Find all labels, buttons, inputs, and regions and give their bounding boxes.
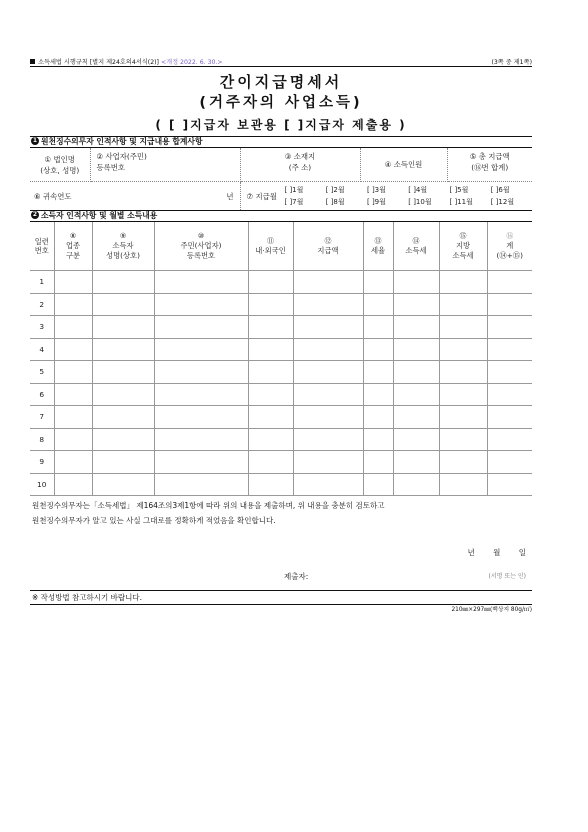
- withholder-info-table: [30, 148, 532, 210]
- row-serial-number: 2: [30, 293, 54, 316]
- col-serial: 일련 번호: [30, 222, 54, 271]
- table-cell-input[interactable]: [54, 406, 92, 429]
- col-nationality: ⑪ 내·외국인: [248, 222, 293, 271]
- col-earner-name: ⑨ 소득자 성명(상호): [92, 222, 154, 271]
- copy-type-selector[interactable]: ( [ ]지급자 보관용 [ ]지급자 제출용 ): [155, 118, 407, 132]
- table-cell-input[interactable]: [54, 428, 92, 451]
- col-amount: ⑫ 지급액: [293, 222, 363, 271]
- table-cell-input[interactable]: [487, 316, 532, 339]
- table-cell-input[interactable]: [439, 361, 487, 384]
- table-cell-input[interactable]: [439, 473, 487, 496]
- col-income-tax: ⑭ 소득세: [393, 222, 439, 271]
- table-cell-input[interactable]: [248, 316, 293, 339]
- table-cell-input[interactable]: [393, 428, 439, 451]
- table-row: [30, 383, 532, 406]
- table-cell-input[interactable]: [92, 316, 154, 339]
- table-cell-input[interactable]: [154, 338, 248, 361]
- table-cell-input[interactable]: [293, 338, 363, 361]
- table-cell-input[interactable]: [293, 293, 363, 316]
- table-cell-input[interactable]: [293, 383, 363, 406]
- header-rule: [30, 66, 532, 67]
- table-cell-input[interactable]: [248, 383, 293, 406]
- form-title: 간이지급명세서: [219, 73, 343, 91]
- table-cell-input[interactable]: [293, 428, 363, 451]
- table-cell-input[interactable]: [154, 473, 248, 496]
- row-serial-number: 5: [30, 361, 54, 384]
- date-line[interactable]: 년 월 일: [467, 548, 526, 557]
- table-cell-input[interactable]: [487, 451, 532, 474]
- table-cell-input[interactable]: [439, 451, 487, 474]
- table-cell-input[interactable]: [92, 406, 154, 429]
- month-checkboxes: [285, 185, 533, 207]
- month-checkbox[interactable]: [ ]9월: [367, 198, 386, 206]
- paper-spec: 210㎜×297㎜(백상지 80g/㎡): [451, 607, 532, 613]
- form-reference: 소득세법 시행규칙 [별지 제24호의4서식(2)]: [38, 58, 159, 66]
- table-cell-input[interactable]: [487, 338, 532, 361]
- section1-title: 1 원천징수의무자 인적사항 및 지급내용 합계사항: [32, 137, 203, 146]
- col-business-type: ⑧ 업종 구분: [54, 222, 92, 271]
- section-number-icon: 1: [32, 137, 38, 144]
- square-bullet-icon: [30, 59, 35, 64]
- month-checkbox[interactable]: [ ]12월: [490, 198, 515, 206]
- month-checkbox[interactable]: [ ]4월: [408, 186, 428, 194]
- table-cell-input[interactable]: [363, 473, 393, 496]
- table-cell-input[interactable]: [487, 361, 532, 384]
- col-earner-reg-no: ⑩ 주민(사업자) 등록번호: [154, 222, 248, 271]
- table-row: [30, 473, 532, 496]
- table-cell-input[interactable]: [92, 473, 154, 496]
- table-cell-input[interactable]: [92, 451, 154, 474]
- table-cell-input[interactable]: [363, 428, 393, 451]
- table-cell-input[interactable]: [92, 361, 154, 384]
- month-checkbox[interactable]: [ ]3월: [367, 186, 386, 194]
- table-cell-input[interactable]: [393, 383, 439, 406]
- persons-cell[interactable]: ④ 소득인원: [360, 148, 447, 182]
- table-cell-input[interactable]: [293, 473, 363, 496]
- table-row: [30, 293, 532, 316]
- table-row: [30, 428, 532, 451]
- table-row: [30, 316, 532, 339]
- table-cell-input[interactable]: [92, 383, 154, 406]
- table-row: [30, 406, 532, 429]
- address-cell[interactable]: ③ 소재지 (주 소): [240, 148, 360, 182]
- table-row: [30, 451, 532, 474]
- table-cell-input[interactable]: [248, 271, 293, 294]
- page-indicator: (3쪽 중 제1쪽): [491, 58, 532, 66]
- table-cell-input[interactable]: [293, 406, 363, 429]
- table-cell-input[interactable]: [439, 406, 487, 429]
- table-cell-input[interactable]: [92, 293, 154, 316]
- row-serial-number: 8: [30, 428, 54, 451]
- col-total: ⑯ 계 (⑭+⑮): [487, 222, 532, 271]
- table-cell-input[interactable]: [293, 271, 363, 294]
- month-checkbox[interactable]: [ ]1월: [284, 186, 304, 194]
- table-cell-input[interactable]: [54, 271, 92, 294]
- total-amount-cell[interactable]: ⑤ 총 지급액 (⑯번 합계): [447, 148, 532, 182]
- month-checkbox[interactable]: [ ]6월: [490, 186, 510, 194]
- table-cell-input[interactable]: [363, 316, 393, 339]
- table-cell-input[interactable]: [363, 338, 393, 361]
- row-serial-number: 6: [30, 383, 54, 406]
- table-cell-input[interactable]: [248, 361, 293, 384]
- table-cell-input[interactable]: [363, 361, 393, 384]
- submitter-label: 제출자:: [284, 572, 309, 581]
- table-cell-input[interactable]: [54, 338, 92, 361]
- row-serial-number: 10: [30, 473, 54, 496]
- footnote: ※ 작성방법 참고하시기 바랍니다.: [32, 593, 143, 602]
- table-cell-input[interactable]: [154, 361, 248, 384]
- revision-date: <개정 2022. 6. 30.>: [160, 58, 223, 66]
- table-cell-input[interactable]: [293, 361, 363, 384]
- table-row: [30, 271, 532, 294]
- table-cell-input[interactable]: [54, 316, 92, 339]
- table-cell-input[interactable]: [154, 428, 248, 451]
- table-cell-input[interactable]: [363, 406, 393, 429]
- table-cell-input[interactable]: [248, 473, 293, 496]
- section-number-icon: 2: [32, 211, 38, 218]
- row-serial-number: 1: [30, 271, 54, 294]
- table-cell-input[interactable]: [92, 338, 154, 361]
- signature-field[interactable]: (서명 또는 인): [488, 573, 526, 580]
- column-headers: [30, 222, 532, 271]
- table-cell-input[interactable]: [393, 316, 439, 339]
- table-cell-input[interactable]: [393, 361, 439, 384]
- table-cell-input[interactable]: [363, 293, 393, 316]
- month-checkbox[interactable]: [ ]2월: [325, 186, 345, 194]
- table-cell-input[interactable]: [393, 271, 439, 294]
- month-checkbox[interactable]: [ ]7월: [284, 198, 304, 206]
- table-cell-input[interactable]: [487, 383, 532, 406]
- table-cell-input[interactable]: [439, 338, 487, 361]
- table-cell-input[interactable]: [154, 406, 248, 429]
- section2-title: 2 소득자 인적사항 및 월별 소득내용: [32, 211, 158, 220]
- payment-month-cell: ⑦ 지급월 [ ]1월 [ ]2월 [ ]3월 [ ]4월 [ ]5월 [ ]6월 [ ]7월 [ ]8월 [ ]9월 [ ]10월 [ ]11월 [ ]12월: [240, 182, 532, 211]
- table-cell-input[interactable]: [154, 271, 248, 294]
- table-cell-input[interactable]: [487, 293, 532, 316]
- table-cell-input[interactable]: [487, 428, 532, 451]
- table-cell-input[interactable]: [439, 271, 487, 294]
- table-cell-input[interactable]: [363, 271, 393, 294]
- table-cell-input[interactable]: [54, 361, 92, 384]
- form-page: [30, 56, 532, 615]
- table-cell-input[interactable]: [54, 383, 92, 406]
- table-cell-input[interactable]: [293, 451, 363, 474]
- month-checkbox[interactable]: [ ]11월: [449, 198, 473, 206]
- row-serial-number: 9: [30, 451, 54, 474]
- table-cell-input[interactable]: [54, 293, 92, 316]
- table-cell-input[interactable]: [154, 293, 248, 316]
- table-cell-input[interactable]: [393, 293, 439, 316]
- table-cell-input[interactable]: [248, 293, 293, 316]
- table-cell-input[interactable]: [154, 451, 248, 474]
- confirmation-statement: 원천징수의무자는「소득세법」 제164조의3제1항에 따라 위의 내용을 제출하며, 위 내용을 충분히 검토하고 원천징수의무자가 알고 있는 사실 그대로를 정확하게 적었음을 확인합니다.: [32, 501, 385, 525]
- table-cell-input[interactable]: [393, 406, 439, 429]
- col-local-tax: ⑮ 지방 소득세: [439, 222, 487, 271]
- reg-no-cell[interactable]: ② 사업자(주민) 등록번호: [90, 148, 240, 182]
- form-subtitle: (거주자의 사업소득): [199, 95, 363, 111]
- table-cell-input[interactable]: [293, 316, 363, 339]
- table-cell-input[interactable]: [439, 428, 487, 451]
- row-serial-number: 4: [30, 338, 54, 361]
- year-cell[interactable]: ⑥ 귀속연도 년: [30, 182, 240, 211]
- month-checkbox[interactable]: [ ]8월: [325, 198, 345, 206]
- table-cell-input[interactable]: [487, 271, 532, 294]
- table-cell-input[interactable]: [487, 473, 532, 496]
- table-cell-input[interactable]: [487, 406, 532, 429]
- table-cell-input[interactable]: [248, 338, 293, 361]
- col-tax-rate: ⑬ 세율: [363, 222, 393, 271]
- table-row: [30, 338, 532, 361]
- table-cell-input[interactable]: [363, 451, 393, 474]
- corp-name-cell[interactable]: ① 법인명 (상호, 성명): [30, 148, 90, 182]
- submitter-row: [30, 564, 532, 590]
- month-checkbox[interactable]: [ ]10월: [408, 198, 432, 206]
- table-cell-input[interactable]: [393, 473, 439, 496]
- table-cell-input[interactable]: [439, 293, 487, 316]
- table-cell-input[interactable]: [92, 271, 154, 294]
- table-cell-input[interactable]: [154, 316, 248, 339]
- table-cell-input[interactable]: [248, 451, 293, 474]
- table-cell-input[interactable]: [393, 451, 439, 474]
- table-cell-input[interactable]: [54, 451, 92, 474]
- month-checkbox[interactable]: [ ]5월: [449, 186, 469, 194]
- table-cell-input[interactable]: [54, 473, 92, 496]
- form-header: [30, 56, 532, 66]
- table-cell-input[interactable]: [439, 316, 487, 339]
- table-cell-input[interactable]: [363, 383, 393, 406]
- income-detail-table: [30, 222, 532, 496]
- table-cell-input[interactable]: [248, 406, 293, 429]
- table-cell-input[interactable]: [393, 338, 439, 361]
- table-cell-input[interactable]: [154, 383, 248, 406]
- table-row: [30, 361, 532, 384]
- table-cell-input[interactable]: [439, 383, 487, 406]
- row-serial-number: 7: [30, 406, 54, 429]
- row-serial-number: 3: [30, 316, 54, 339]
- table-cell-input[interactable]: [248, 428, 293, 451]
- table-cell-input[interactable]: [92, 428, 154, 451]
